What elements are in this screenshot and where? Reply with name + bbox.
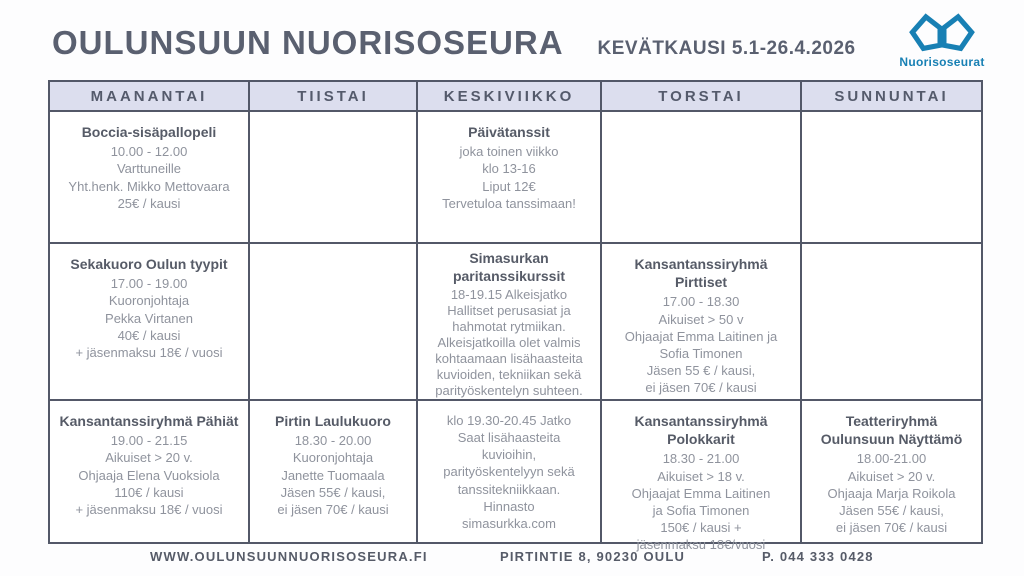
activity-detail-line: Kuoronjohtaja	[292, 450, 374, 466]
activity-detail-line: 40€ / kausi	[117, 327, 181, 343]
activity-title: Päivätanssit	[468, 124, 550, 140]
activity-detail-line: Yht.henk. Mikko Mettovaara	[68, 178, 230, 194]
activity-detail-line: 18.30 - 20.00	[294, 433, 372, 449]
activity-detail-line: klo 13-16	[482, 161, 536, 177]
schedule-cell-r3-c4	[602, 401, 800, 553]
activity-detail-line: ei jäsen 70€ / kausi	[835, 520, 948, 535]
weekly-schedule-table	[48, 80, 983, 553]
schedule-cell-r2-c3	[418, 244, 600, 399]
activity-detail-line: Ohjaaja Elena Vuoksiola	[78, 467, 220, 483]
activity-title: Simasurkan paritanssikurssit	[452, 250, 566, 285]
activity-detail-line: parityöskentelyyn sekä	[443, 464, 575, 480]
activity-detail-line: ja Sofia Timonen	[652, 502, 750, 518]
nuorisoseurat-logo-icon	[904, 12, 980, 54]
schedule-cell-r3-c5	[802, 401, 981, 542]
schedule-cell-r3-c1	[50, 401, 248, 542]
activity-detail-line: Ohjaajat Emma Laitinen ja	[624, 328, 778, 344]
activity-detail-line: 110€ / kausi	[114, 484, 184, 500]
activity-detail-line: Ohjaaja Marja Roikola	[827, 485, 956, 501]
activity-title: Kansantanssiryhmä Polokkarit	[634, 413, 768, 448]
activity-detail-line: Janette Tuomaala	[281, 467, 385, 483]
nuorisoseurat-logo	[890, 12, 994, 69]
activity-detail-line: kuvioiden, tekniikan sekä	[436, 366, 582, 382]
schedule-cell-r1-c3	[418, 112, 600, 242]
activity-detail-line: Kuoronjohtaja	[108, 293, 190, 309]
activity-detail-line: Jäsen 55 € / kausi,	[646, 363, 756, 378]
activity-detail-line: Saat lisähaasteita	[457, 430, 561, 446]
activity-detail-line: hahmotat rytmiikan.	[452, 319, 566, 335]
page-title: OULUNSUUN NUORISOSEURA	[52, 24, 564, 61]
schedule-cell-r2-c5	[802, 244, 981, 399]
activity-detail-line: tanssitekniikkaan.	[457, 481, 561, 497]
activity-detail-line: parityöskentelyn suhteen.	[435, 382, 583, 398]
activity-detail-line: klo 19.30-20.45 Jatko	[446, 413, 572, 428]
activity-detail-line: Sofia Timonen	[659, 345, 743, 361]
activity-detail-line: 19.00 - 21.15	[110, 433, 188, 449]
activity-title: Kansantanssiryhmä Pähiät	[59, 413, 239, 429]
activity-detail-line: Pekka Virtanen	[105, 310, 193, 326]
activity-detail-line: + jäsenmaksu 18€ / vuosi	[75, 501, 223, 517]
activity-detail-line: simasurkka.com	[462, 515, 556, 531]
footer	[0, 549, 1024, 571]
activity-detail-line: Hallitset perusasiat ja	[447, 303, 571, 319]
activity-detail-line: Aikuiset > 20 v.	[105, 450, 193, 466]
activity-detail-line: 18-19.15 Alkeisjatko	[450, 287, 568, 303]
schedule-cell-r2-c2	[250, 244, 416, 399]
activity-detail-line: 17.00 - 19.00	[110, 276, 188, 292]
schedule-cell-r3-c2	[250, 401, 416, 542]
activity-title: Sekakuoro Oulun tyypit	[70, 256, 228, 272]
schedule-cell-r1-c1	[50, 112, 248, 242]
footer-address: PIRTINTIE 8, 90230 OULU	[500, 549, 686, 564]
schedule-cell-r3-c3	[418, 401, 600, 542]
activity-detail-line: 150€ / kausi +	[660, 520, 742, 535]
activity-detail-line: Hinnasto	[483, 498, 535, 514]
day-header-5: SUNNUNTAI	[802, 82, 981, 110]
nuorisoseurat-logo-text: Nuorisoseurat	[899, 55, 985, 69]
activity-detail-line: 10.00 - 12.00	[110, 144, 188, 160]
activity-detail-line: Ohjaajat Emma Laitinen	[631, 485, 771, 501]
footer-website: WWW.OULUNSUUNNUORISOSEURA.FI	[150, 549, 428, 564]
activity-detail-line: Aikuiset > 50 v	[658, 311, 744, 327]
footer-phone: P. 044 333 0428	[762, 549, 874, 564]
schedule-cell-r1-c4	[602, 112, 800, 242]
activity-detail-line: 25€ / kausi	[117, 195, 181, 211]
schedule-cell-r1-c5	[802, 112, 981, 242]
day-header-4: TORSTAI	[602, 82, 800, 110]
activity-detail-line: Tervetuloa tanssimaan!	[442, 195, 576, 211]
activity-title: Pirtin Laulukuoro	[275, 413, 391, 429]
activity-title: Teatteriryhmä Oulunsuun Näyttämö	[820, 413, 963, 448]
schedule-cell-r2-c4	[602, 244, 800, 399]
activity-detail-line: + jäsenmaksu 18€ / vuosi	[75, 344, 223, 360]
activity-detail-line: ei jäsen 70€ / kausi	[645, 380, 757, 396]
day-header-3: KESKIVIIKKO	[418, 82, 600, 110]
day-header-2: TIISTAI	[250, 82, 416, 110]
activity-detail-line: joka toinen viikko	[459, 144, 559, 160]
activity-detail-line: Varttuneille	[116, 161, 182, 177]
activity-title: Kansantanssiryhmä Pirttiset	[634, 256, 768, 291]
activity-detail-line: 18.00-21.00	[856, 451, 927, 467]
activity-detail-line: kuvioihin,	[481, 447, 537, 463]
activity-detail-line: kohtaamaan lisähaasteita	[435, 350, 583, 366]
activity-detail-line: Jäsen 55€ / kausi,	[280, 484, 386, 500]
schedule-cell-r1-c2	[250, 112, 416, 242]
activity-detail-line: 18.30 - 21.00	[662, 451, 740, 467]
header	[52, 24, 874, 62]
day-header-1: MAANANTAI	[50, 82, 248, 110]
activity-detail-line: Aikuiset > 20 v.	[847, 468, 936, 484]
season-label: KEVÄTKAUSI 5.1-26.4.2026	[597, 38, 856, 59]
activity-detail-line: ei jäsen 70€ / kausi	[277, 501, 389, 517]
activity-detail-line: Aikuiset > 18 v.	[657, 468, 745, 484]
activity-title: Boccia-sisäpallopeli	[81, 124, 217, 140]
activity-detail-line: Alkeisjatkoilla olet valmis	[437, 334, 581, 350]
activity-detail-line: 17.00 - 18.30	[662, 294, 740, 310]
schedule-cell-r2-c1	[50, 244, 248, 399]
activity-detail-line: Liput 12€	[482, 178, 536, 194]
activity-detail-line: jäsenmaksu 18€/vuosi	[636, 537, 766, 553]
activity-detail-line: Jäsen 55€ / kausi,	[839, 502, 944, 518]
